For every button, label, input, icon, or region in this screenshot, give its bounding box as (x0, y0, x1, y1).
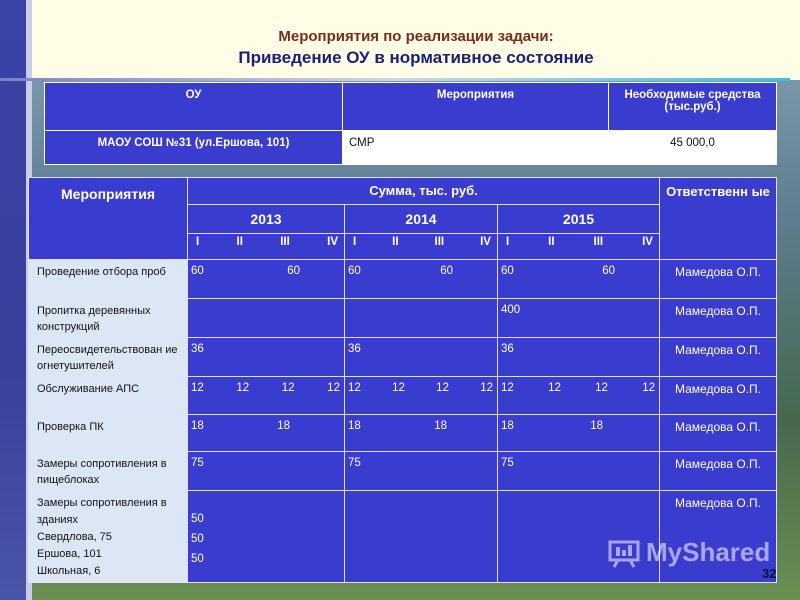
quarter-label: I (506, 236, 510, 248)
row-label: Обслуживание АПС (29, 377, 188, 415)
presentation-icon (608, 538, 642, 568)
cell-2014: 75 (345, 452, 498, 491)
row-label: Замеры сопротивления в пищеблоках (29, 452, 188, 491)
row-label: Замеры сопротивления в зданиях Свердлова, 75 Ершова, 101 Школьная, 6 (29, 491, 188, 583)
cell-2013: 36 (188, 338, 345, 377)
cell-2014: 60 60 (345, 260, 498, 299)
left-accent-bar (0, 0, 26, 600)
title-underline (0, 78, 790, 81)
responsible-cell: Мамедова О.П. (660, 452, 777, 491)
year-2014: 2014 (345, 205, 498, 234)
row-label: Проведение отбора проб (29, 260, 188, 299)
watermark (608, 537, 770, 568)
row-label: Проверка ПК (29, 415, 188, 452)
cell-2013: 18 18 (188, 415, 345, 452)
quarter-label: III (593, 236, 604, 248)
school-name-cell: МАОУ СОШ №31 (ул.Ершова, 101) (45, 131, 343, 165)
responsible-cell: Мамедова О.П. (660, 338, 777, 377)
header-ou: ОУ (45, 83, 343, 131)
year-2013: 2013 (188, 205, 345, 234)
cell-2013: 75 (188, 452, 345, 491)
responsible-cell: Мамедова О.П. (660, 491, 777, 583)
quarters-2013 (188, 234, 345, 260)
table-row (29, 299, 777, 338)
cell-2014: 36 (345, 338, 498, 377)
quarter-label: II (236, 236, 243, 248)
cell-2015: 60 60 (498, 260, 660, 299)
cell-2014: 12 12 12 12 (345, 377, 498, 415)
table-row (29, 260, 777, 299)
row-label: Переосвидетельствован ие огнетушителей (29, 338, 188, 377)
col-header-responsible: Ответственн ые (660, 178, 777, 260)
cell-2013: 60 60 (188, 260, 345, 299)
cell-2014: 18 18 (345, 415, 498, 452)
header-events: Мероприятия (343, 83, 609, 131)
responsible-cell: Мамедова О.П. (660, 260, 777, 299)
cell-2015: 400 (498, 299, 660, 338)
quarter-label: I (353, 236, 357, 248)
table-row (29, 338, 777, 377)
year-2015: 2015 (498, 205, 660, 234)
quarter-label: IV (480, 236, 491, 248)
event-cell: СМР (343, 131, 609, 165)
watermark-text: MyShared (646, 537, 771, 567)
school-summary-table (44, 82, 777, 165)
cell-2015: 18 18 (498, 415, 660, 452)
header-required-funds: Необходимые средства (тыс.руб.) (609, 83, 777, 131)
cell-2013: 50 50 50 (188, 491, 345, 583)
quarter-label: III (280, 236, 290, 248)
col-header-events: Мероприятия (29, 178, 188, 260)
quarter-label: I (196, 236, 200, 248)
quarters-2015 (498, 234, 660, 260)
cell-2014 (345, 299, 498, 338)
quarter-label: IV (642, 236, 653, 248)
quarter-label: IV (327, 236, 338, 248)
cell-2013: 12 12 12 12 (188, 377, 345, 415)
amount-cell: 45 000,0 (609, 131, 777, 165)
slide-subtitle: Мероприятия по реализации задачи: (278, 28, 554, 45)
cell-2015: 36 (498, 338, 660, 377)
quarters-2014 (345, 234, 498, 260)
col-header-sum: Сумма, тыс. руб. (188, 178, 660, 205)
quarter-label: II (392, 236, 399, 248)
quarter-label: II (548, 236, 555, 248)
responsible-cell: Мамедова О.П. (660, 377, 777, 415)
table-row (29, 377, 777, 415)
cell-2014 (345, 491, 498, 583)
events-table (28, 177, 777, 583)
slide-title: Приведение ОУ в нормативное состояние (238, 48, 594, 67)
responsible-cell: Мамедова О.П. (660, 299, 777, 338)
row-label: Пропитка деревянных конструкций (29, 299, 188, 338)
cell-2015: 12 12 12 12 (498, 377, 660, 415)
quarter-label: III (434, 236, 445, 248)
table-row (29, 452, 777, 491)
page-number: 32 (762, 566, 777, 581)
table-row (29, 415, 777, 452)
cell-2015: 75 (498, 452, 660, 491)
cell-2013 (188, 299, 345, 338)
responsible-cell: Мамедова О.П. (660, 415, 777, 452)
